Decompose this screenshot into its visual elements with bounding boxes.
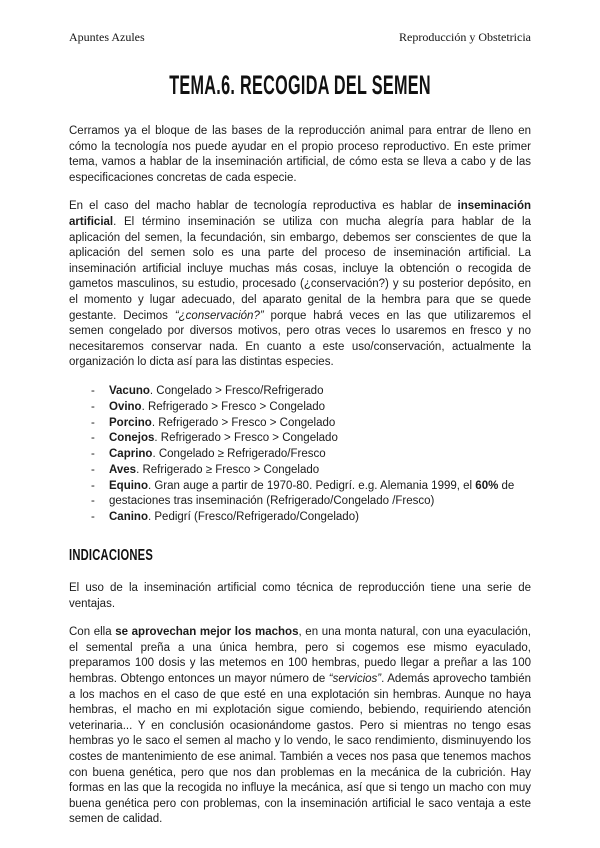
- text-segment: El uso de la inseminación artificial como técnica de reproducción tiene una serie de ventajas.: [69, 582, 531, 610]
- list-item: [91, 447, 531, 463]
- text-segment: , en una monta natural, con una eyaculación, el semental preña a una única hembra, pero si cogemos ese mismo eyaculado, preparamos 100 dosis y las metemos en 100 hembras, puedo llegar a preñar a las 100 hembras. Obtengo entonces un mayor número de: [69, 626, 531, 686]
- text-segment: se aprovechan mejor los machos: [115, 626, 299, 639]
- paragraph: [69, 581, 531, 612]
- text-segment: . El término inseminación se utiliza con mucha alegría para hablar de la aplicación del semen, la fecundación, sin embargo, debemos ser conscientes de que la aplicación del semen solo es una parte del proceso de inseminación artificial. La inseminación artificial incluye muchas más cosas, incluye la obtención o recogida de gametos masculinos, su estudio, procesado (¿conservación?) y su posterior depósito, en el momento y lugar adecuado, del aparato genital de la hembra para que se quede gestante. Decimos: [69, 215, 531, 322]
- text-segment: Aves: [109, 463, 137, 476]
- list-item: [91, 463, 531, 479]
- text-segment: . Pedigrí (Fresco/Refrigerado/Congelado): [147, 511, 359, 524]
- list-item: [91, 400, 531, 416]
- text-segment: Porcino: [109, 416, 152, 429]
- list-item: [91, 431, 531, 447]
- bullet-dash: -: [91, 511, 95, 524]
- text-segment: de: [498, 479, 515, 492]
- text-segment: . Refrigerado > Fresco > Congelado: [154, 432, 338, 445]
- text-segment: Con ella: [69, 626, 116, 639]
- text-segment: “servicios”: [328, 673, 382, 686]
- bullet-dash: -: [91, 495, 95, 508]
- list-item-text: [109, 479, 531, 495]
- list-item-text: [109, 447, 531, 463]
- bullet-dash: -: [91, 384, 95, 397]
- list-item: [91, 384, 531, 400]
- text-segment: inseminación artificial: [69, 200, 531, 228]
- text-segment: gestaciones tras inseminación (Refrigerado/Congelado /Fresco): [109, 495, 435, 508]
- text-segment: . Gran auge a partir de 1970-80. Pedigrí. e.g. Alemania 1999, el: [147, 479, 476, 492]
- list-item: [91, 494, 531, 510]
- text-segment: . Refrigerado > Fresco > Congelado: [141, 400, 326, 413]
- list-item-text: [109, 510, 531, 526]
- list-item-text: [109, 400, 531, 416]
- text-segment: Conejos: [109, 432, 155, 445]
- list-item-text: [109, 384, 531, 400]
- list-item-text: [109, 416, 531, 432]
- text-segment: Vacuno: [109, 384, 150, 397]
- text-segment: porque habrá veces en las que utilizaremos el semen congelado por diversos motivos, pero otras veces lo usaremos en fresco y no necesitaremos conservar nada. En cuanto a este uso/conservación, actualmente la organización lo dicta así para las distintas especies.: [69, 309, 532, 369]
- bullet-list: [91, 384, 531, 526]
- text-segment: . Congelado ≥ Refrigerado/Fresco: [152, 448, 326, 461]
- text-segment: . Además aprovecho también a los machos en el caso de que esté en una explotación sin hembras. Aunque no haya hembras, el macho en mi explotación sigue comiendo, bebiendo, requiriendo atención veterinaria... Y en conclusión ocasionándome gastos. Pero si mientras no tengo esas hembras yo le saco el semen al macho y lo vendo, le saco rendimiento, disminuyendo los costes de mantenimiento de ese animal. También a veces nos pasa que tenemos machos con buena genética, pero que nos dan problemas en la mecánica de la cubrición. Hay formas en las que la recogida no influye la mecánica, así que si tengo un macho con muy buena genética pero con problemas, con la inseminación artificial le saco ventaja a este semen de calidad.: [69, 673, 531, 826]
- text-segment: “¿conservación?”: [174, 309, 264, 322]
- text-segment: Canino: [109, 511, 148, 524]
- paragraph: [69, 124, 531, 186]
- header-left: Apuntes Azules: [69, 30, 145, 44]
- list-item-text: [109, 494, 531, 510]
- section-heading-text: INDICACIONES: [69, 547, 154, 565]
- bullet-dash: -: [91, 416, 95, 429]
- bullet-dash: -: [91, 400, 95, 413]
- text-segment: Ovino: [109, 400, 142, 413]
- header-right: Reproducción y Obstetricia: [399, 30, 531, 44]
- text-segment: . Refrigerado ≥ Fresco > Congelado: [136, 463, 320, 476]
- document-title-text: TEMA.6. RECOGIDA DEL SEMEN: [169, 70, 431, 100]
- list-item: [91, 479, 531, 495]
- text-segment: Caprino: [109, 448, 153, 461]
- bullet-dash: -: [91, 479, 95, 492]
- text-segment: . Congelado > Fresco/Refrigerado: [149, 384, 324, 397]
- document-title: [69, 65, 531, 102]
- paragraph: [69, 199, 531, 371]
- paragraph: [69, 625, 531, 828]
- text-segment: Equino: [109, 479, 148, 492]
- text-segment: . Refrigerado > Fresco > Congelado: [151, 416, 336, 429]
- text-segment: Cerramos ya el bloque de las bases de la reproducción animal para entrar de lleno en cómo la tecnología nos puede ayudar en el propio proceso reproductivo. En este primer tema, vamos a hablar de la inseminación artificial, de cómo esta se lleva a cabo y de las especificaciones concretas de cada especie.: [69, 125, 531, 184]
- list-item: [91, 510, 531, 526]
- bullet-dash: -: [91, 463, 95, 476]
- document-content: [69, 124, 531, 828]
- list-item-text: [109, 463, 531, 479]
- bullet-dash: -: [91, 448, 95, 461]
- section-heading: [69, 539, 531, 567]
- text-segment: En el caso del macho hablar de tecnología reproductiva es hablar de: [69, 200, 458, 213]
- page-header: [69, 30, 531, 45]
- text-segment: 60%: [475, 479, 499, 492]
- list-item-text: [109, 431, 531, 447]
- list-item: [91, 416, 531, 432]
- bullet-dash: -: [91, 432, 95, 445]
